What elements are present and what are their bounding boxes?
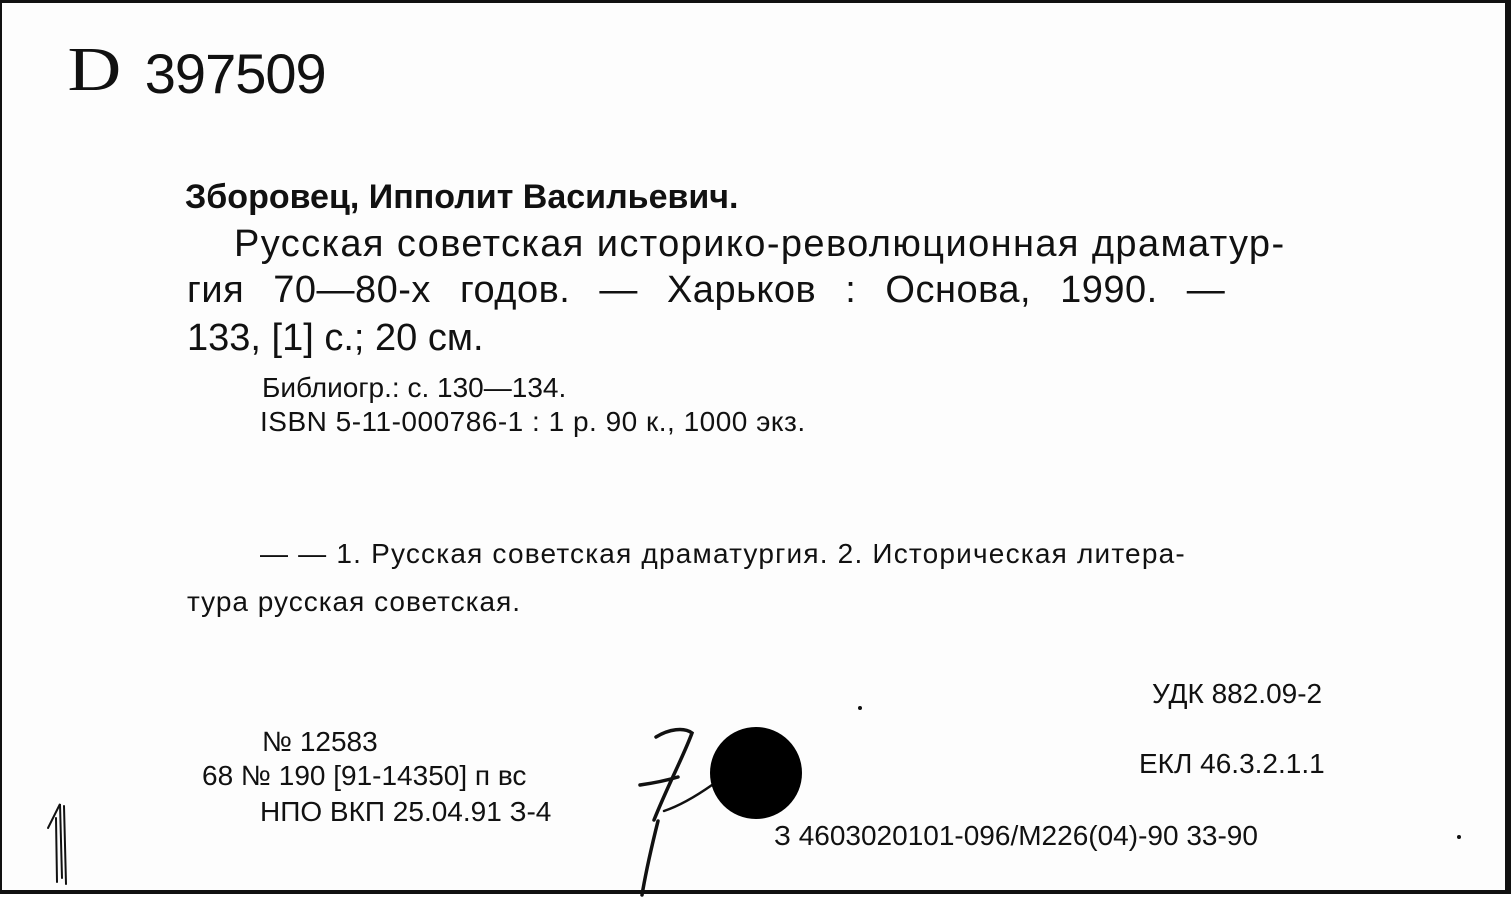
margin-mark: [42, 798, 82, 893]
black-dot-stamp: [710, 727, 802, 819]
ink-speck: [858, 706, 862, 710]
subject-headings-line-1: — — 1. Русская советская драматургия. 2. Историческая литера-: [260, 538, 1186, 569]
shelf-letter: D: [67, 36, 122, 104]
inventory-number: № 12583: [262, 726, 378, 757]
title-line-1: Русская советская историко-революционная драматур-: [234, 223, 1286, 265]
shelf-mark: [67, 36, 326, 109]
order-line: 68 № 190 [91-14350] п вс: [202, 760, 527, 791]
ink-speck: [1457, 835, 1461, 839]
title-line-2: гия 70—80-х годов. — Харьков : Основа, 1990. —: [187, 269, 1226, 311]
ekl-code: ЕКЛ 46.3.2.1.1: [1139, 748, 1325, 779]
bibliography-note: Библиогр.: с. 130—134.: [262, 372, 567, 403]
subject-headings-line-2: тура русская советская.: [187, 586, 522, 617]
handwritten-one-mark: [42, 798, 82, 888]
print-line: НПО ВКП 25.04.91 З-4: [260, 796, 552, 827]
udk-code: УДК 882.09-2: [1152, 678, 1323, 709]
handwritten-seven-mark: [634, 725, 714, 897]
author-heading: Зборовец, Ипполит Васильевич.: [185, 178, 739, 216]
catalog-code: З 4603020101-096/М226(04)-90 33-90: [774, 820, 1258, 851]
title-line-3: 133, [1] с.; 20 см.: [187, 317, 484, 359]
shelf-number: 397509: [144, 42, 326, 105]
isbn-line: ISBN 5-11-000786-1 : 1 р. 90 к., 1000 экз.: [260, 406, 806, 437]
handwritten-numeral: [634, 725, 714, 902]
